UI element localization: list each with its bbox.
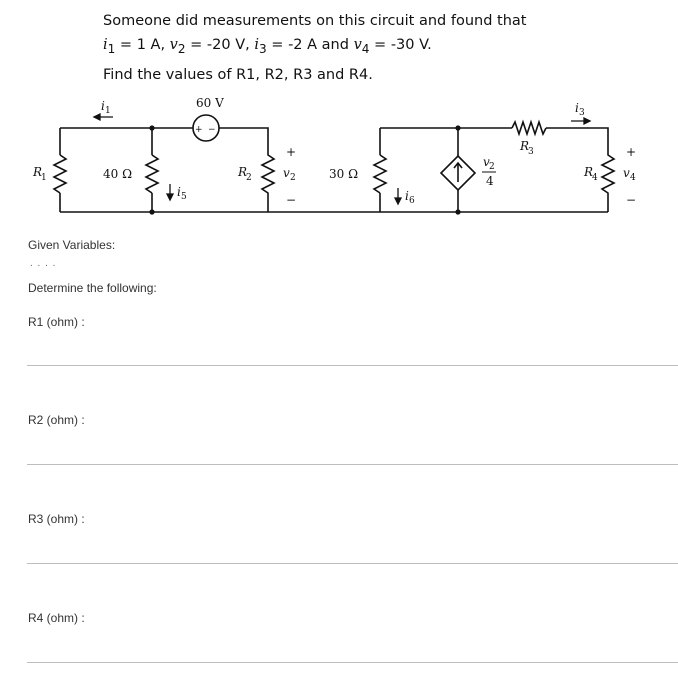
- resistor-r3: [512, 122, 546, 134]
- v2-value: = -20 V,: [185, 37, 255, 53]
- i1-sub: 1: [107, 41, 116, 56]
- r4-label: R: [584, 165, 594, 179]
- res-40-label: 40 Ω: [103, 167, 133, 181]
- r4-sub: 4: [592, 173, 598, 183]
- r1-answer-label: R1 (ohm) :: [28, 315, 85, 329]
- v2-minus: −: [286, 193, 297, 207]
- resistor-30: [374, 155, 386, 193]
- v2-label: v: [283, 166, 290, 180]
- r1-answer-input[interactable]: [27, 342, 678, 366]
- i1-label-sub: 1: [105, 106, 111, 116]
- i3-value: = -2 A and: [266, 37, 354, 53]
- v2-plus: +: [286, 145, 297, 159]
- dep-source-num-sub: 2: [489, 162, 495, 172]
- i3-sub: 3: [259, 41, 267, 56]
- dep-source-num: v: [483, 155, 490, 169]
- resistor-r2: [262, 150, 274, 212]
- v4-label-sub: 4: [630, 173, 636, 183]
- problem-line-3: Find the values of R1, R2, R3 and R4.: [103, 67, 373, 83]
- r3-answer-input[interactable]: [27, 540, 678, 564]
- determine-heading: Determine the following:: [28, 281, 157, 295]
- i1-label: i: [101, 99, 105, 113]
- source-plus: +: [195, 125, 203, 135]
- r3-label: R: [520, 139, 530, 153]
- i6-label-sub: 6: [409, 196, 415, 206]
- dep-source-den: 4: [486, 174, 494, 188]
- v4-plus: +: [626, 145, 637, 159]
- i3-label: i: [575, 101, 579, 115]
- v4-sub: 4: [361, 41, 370, 56]
- source-minus: −: [208, 125, 216, 135]
- r2-sub: 2: [246, 173, 252, 183]
- r1-sub: 1: [41, 173, 47, 183]
- given-variables-placeholder: . . . .: [30, 258, 57, 269]
- i3-symbol: i: [254, 37, 260, 53]
- v4-label: v: [623, 166, 630, 180]
- problem-line-1: Someone did measurements on this circuit and found that: [103, 13, 527, 29]
- problem-line-2: [103, 34, 643, 56]
- r3-answer-label: R3 (ohm) :: [28, 512, 85, 526]
- wire-right-top-2: [546, 128, 608, 150]
- i6-label: i: [405, 189, 409, 203]
- source-voltage-label: 60 V: [196, 96, 224, 110]
- resistor-r1: [54, 155, 66, 193]
- v4-minus: −: [626, 193, 637, 207]
- r2-answer-input[interactable]: [27, 441, 678, 465]
- v2-sub: 2: [177, 41, 186, 56]
- r3-sub: 3: [528, 147, 534, 157]
- wire-left-top-2: [219, 128, 268, 150]
- resistor-40: [146, 155, 158, 193]
- v2-symbol: v: [169, 37, 178, 53]
- r4-answer-input[interactable]: [27, 639, 678, 663]
- i1-value: = 1 A,: [115, 37, 170, 53]
- v4-value: = -30 V.: [369, 37, 432, 53]
- res-30-label: 30 Ω: [329, 167, 359, 181]
- resistor-r4: [602, 150, 614, 212]
- i5-label: i: [177, 185, 181, 199]
- given-variables-heading: Given Variables:: [28, 238, 116, 252]
- r2-answer-label: R2 (ohm) :: [28, 413, 85, 427]
- r2-label: R: [238, 165, 248, 179]
- v2-label-sub: 2: [290, 173, 296, 183]
- i5-label-sub: 5: [181, 192, 187, 202]
- r1-label: R: [33, 165, 43, 179]
- circuit-diagram: [0, 88, 678, 223]
- i3-label-sub: 3: [579, 108, 585, 118]
- r4-answer-label: R4 (ohm) :: [28, 611, 85, 625]
- v4-symbol: v: [353, 37, 362, 53]
- problem-statement: [103, 10, 643, 86]
- i1-symbol: i: [103, 37, 108, 53]
